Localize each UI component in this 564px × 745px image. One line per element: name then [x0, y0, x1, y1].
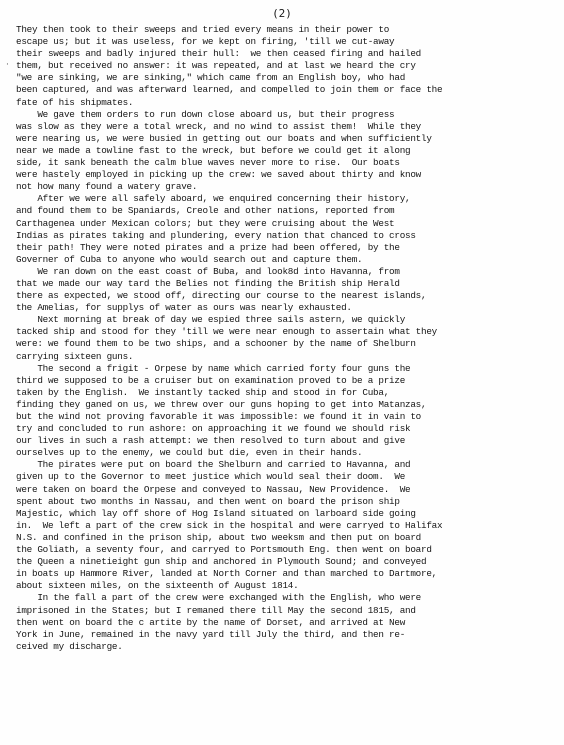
text-line: the Amelias, for supplys of water as ours was nearly exhausted. — [16, 302, 352, 314]
text-line: near we made a towline fast to the wreck, but before we could get it along — [16, 144, 411, 156]
text-line: not how many found a watery grave. — [16, 181, 198, 193]
text-line: their path! They were noted pirates and a prize had been offered, by the — [16, 241, 400, 253]
text-line: "we are sinking, we are sinking," which came from an English boy, who had — [16, 72, 406, 84]
text-line: We gave them orders to run down close aboard us, but their progress — [16, 108, 395, 120]
text-line: were taken on board the Orpese and conveyed to Nassau, New Providence. We — [16, 483, 411, 495]
text-line: but the wind not proving favorable it was impossible: we found it in vain to — [16, 411, 422, 422]
text-line: Majestic, which lay off shore of Hog Island situated on larboard side going — [16, 507, 416, 519]
text-line: then went on board the c artite by the name of Dorset, and arrived at New — [16, 616, 406, 628]
margin-mark: · — [6, 60, 9, 70]
text-line: taken by the English. We instantly tacked ship and stood in for Cuba, — [16, 386, 390, 398]
text-line: the Goliath, a seventy four, and carryed to Portsmouth Eng. then went on board — [16, 544, 432, 556]
text-line: Next morning at break of day we espied three sails astern, we quickly — [16, 314, 406, 326]
text-line: the Queen a ninetieight gun ship and anchored in Plymouth Sound; and conveyed — [16, 556, 427, 568]
text-line: ceived my discharge. — [16, 640, 123, 652]
text-line: in boats up Hammore River, landed at North Corner and than marched to Dartmore, — [16, 568, 437, 580]
text-line: escape us; but it was useless, for we kept on firing, 'till we cut-away — [16, 36, 395, 48]
text-line: were hastely employed in picking up the crew: we saved about thirty and know — [16, 169, 422, 181]
page-number: (2) — [272, 7, 292, 20]
text-line: been captured, and was afterward learned, and compelled to join them or face the — [16, 84, 443, 96]
text-line: and found them to be Spaniards, Creole and other nations, reported from — [16, 205, 395, 217]
text-line: Carthagenea under Mexican colors; but they were cruising about the West — [16, 217, 395, 229]
text-line: tacked ship and stood for they 'till we were near enough to assertain what they — [16, 326, 437, 338]
typed-letter-body — [16, 24, 564, 653]
text-line: them, but received no answer: it was repeated, and at last we heard the cry — [16, 60, 416, 72]
text-line: was slow as they were a total wreck, and no wind to assist them! While they — [16, 120, 422, 132]
text-line: imprisoned in the States; but I remaned there till May the second 1815, and — [16, 604, 416, 616]
text-line: about sixteen miles, on the sixteenth of August 1814. — [16, 580, 299, 592]
text-line: In the fall a part of the crew were exchanged with the English, who were — [16, 592, 422, 604]
text-line: After we were all safely aboard, we enquired concerning their history, — [16, 193, 411, 205]
text-line: were nearing us, we were busied in getting out our boats and when sufficiently — [16, 132, 432, 144]
text-line: fate of his shipmates. — [16, 96, 134, 108]
text-line: They then took to their sweeps and tried every means in their power to — [16, 24, 390, 35]
text-line: our lives in such a rash attempt: we then resolved to turn about and give — [16, 435, 406, 447]
text-line: were: we found them to be two ships, and a schooner by the name of Shelburn — [16, 338, 416, 350]
text-line: The pirates were put on board the Shelburn and carried to Havanna, and — [16, 459, 411, 471]
text-line: The second a frigit - Orpese by name which carried forty four guns the — [16, 362, 411, 374]
text-line: Governer of Cuba to anyone who would search out and capture them. — [16, 253, 363, 265]
text-line: We ran down on the east coast of Buba, and look8d into Havanna, from — [16, 265, 400, 277]
text-line: third we supposed to be a cruiser but on examination proved to be a prize — [16, 374, 406, 386]
text-line: that we made our way tard the Belies not finding the British ship Herald — [16, 277, 400, 289]
text-line: York in June, remained in the navy yard till July the third, and then re- — [16, 628, 406, 640]
text-line: side, it sank beneath the calm blue waves never more to rise. Our boats — [16, 157, 400, 169]
text-line: N.S. and confined in the prison ship, about two weeksm and then put on board — [16, 531, 422, 543]
text-line: there as expected, we stood off, directing our course to the nearest islands, — [16, 290, 427, 302]
text-line: in. We left a part of the crew sick in the hospital and were carryed to Halifax — [16, 519, 443, 531]
text-line: given up to the Governor to meet justice which would seal their doom. We — [16, 471, 406, 483]
text-line: Indias as pirates taking and plundering, every nation that chanced to cross — [16, 229, 416, 241]
text-line: carrying sixteen guns. — [16, 350, 134, 362]
text-line: their sweeps and badly injured their hull: we then ceased firing and hailed — [16, 48, 422, 60]
text-line: ourselves up to the enemy, we could but die, even in their hands. — [16, 447, 363, 459]
text-line: spent about two months in Nassau, and then went on board the prison ship — [16, 495, 400, 507]
text-line: try and concluded to run ashore: on approaching it we found we should risk — [16, 423, 411, 435]
text-line: finding they ganed on us, we threw over our guns hoping to get into Matanzas, — [16, 398, 427, 410]
